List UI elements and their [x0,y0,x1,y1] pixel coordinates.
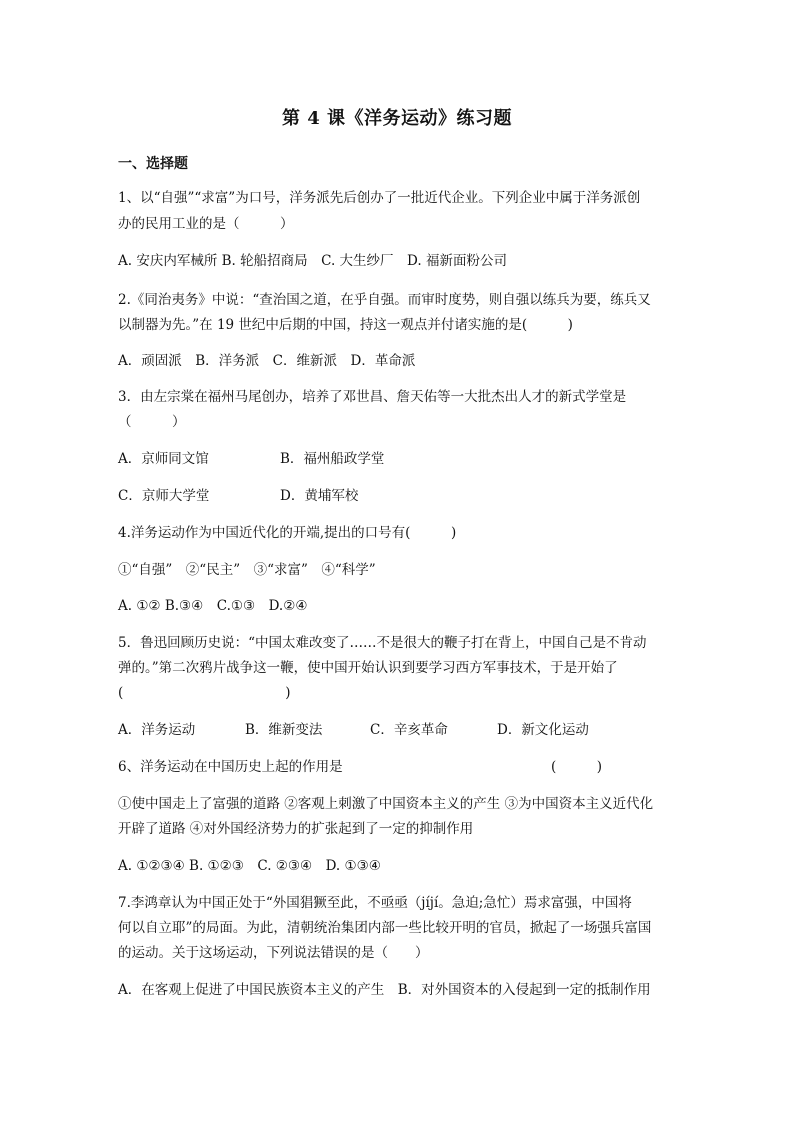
q5-line1: 5．鲁迅回顾历史说：“中国太难改变了……不是很大的鞭子打在背上，中国自己是不肯动 [118,635,647,651]
q7-options: A．在客观上促进了中国民族资本主义的产生 B．对外国资本的入侵起到一定的抵制作用 [118,982,651,998]
section-heading: 一、选择题 [118,156,188,172]
q4-line1: 4.洋务运动作为中国近代化的开端,提出的口号有( ) [118,525,457,541]
q3-line2: （ ） [118,414,186,430]
q3-option-d: D．黄埔军校 [280,488,359,504]
q3-option-c: C．京师大学堂 [118,488,210,504]
q5-line3: ( ) [118,685,291,701]
q3-option-a: A．京师同文馆 [118,451,209,467]
q5-option-b: B．维新变法 [245,722,323,738]
q6-options: A. ①②③④ B. ①②③ C. ②③④ D. ①③④ [118,858,381,874]
page-title: 第 4 课《洋务运动》练习题 [281,108,513,129]
q3-option-b: B．福州船政学堂 [280,451,385,467]
q5-option-a: A．洋务运动 [118,722,196,738]
q6-answer-paren: ( ) [551,759,603,775]
q4-slogans: ①“自强” ②“民主” ③“求富” ④“科学” [118,562,376,578]
q2-line2: 以制器为先。”在 19 世纪中后期的中国，持这一观点并付诸实施的是( ) [118,317,573,333]
q6-line1: 6、洋务运动在中国历史上起的作用是 [118,759,343,775]
q3-line1: 3．由左宗棠在福州马尾创办，培养了邓世昌、詹天佑等一大批杰出人才的新式学堂是 [118,389,627,405]
q4-options: A. ①② B.③④ C.①③ D.②④ [118,598,308,614]
q5-option-c: C．辛亥革命 [370,722,448,738]
q7-line3: 的运动。关于这场运动，下列说法错误的是（ ） [118,945,429,961]
q5-line2: 弹的。”第二次鸦片战争这一鞭，使中国开始认识到要学习西方军事技术，于是开始了 [118,660,618,676]
q6-line2: ①使中国走上了富强的道路 ②客观上刺激了中国资本主义的产生 ③为中国资本主义近代化 [118,796,654,812]
q6-line3: 开辟了道路 ④对外国经济势力的扩张起到了一定的抑制作用 [118,821,474,837]
q1-line1: 1、以“自强”“求富”为口号，洋务派先后创办了一批近代企业。下列企业中属于洋务派创 [118,190,641,206]
q5-option-d: D．新文化运动 [497,722,589,738]
q7-line1: 7.李鸿章认为中国正处于“外国猖獗至此，不亟亟（jíjí。急迫;急忙）焉求富强，中国将 [118,895,632,911]
q1-line2: 办的民用工业的是（ ） [118,216,294,232]
q7-line2: 何以自立耶”的局面。为此，清朝统治集团内部一些比较开明的官员，掀起了一场强兵富国 [118,920,652,936]
q2-options: A．顽固派 B．洋务派 C．维新派 D．革命派 [118,353,416,369]
q2-line1: 2.《同治夷务》中说：“查治国之道，在乎自强。而审时度势，则自强以练兵为要，练兵又 [118,292,651,308]
q1-options: A. 安庆内军械所 B. 轮船招商局 C. 大生纱厂 D. 福新面粉公司 [118,253,507,269]
